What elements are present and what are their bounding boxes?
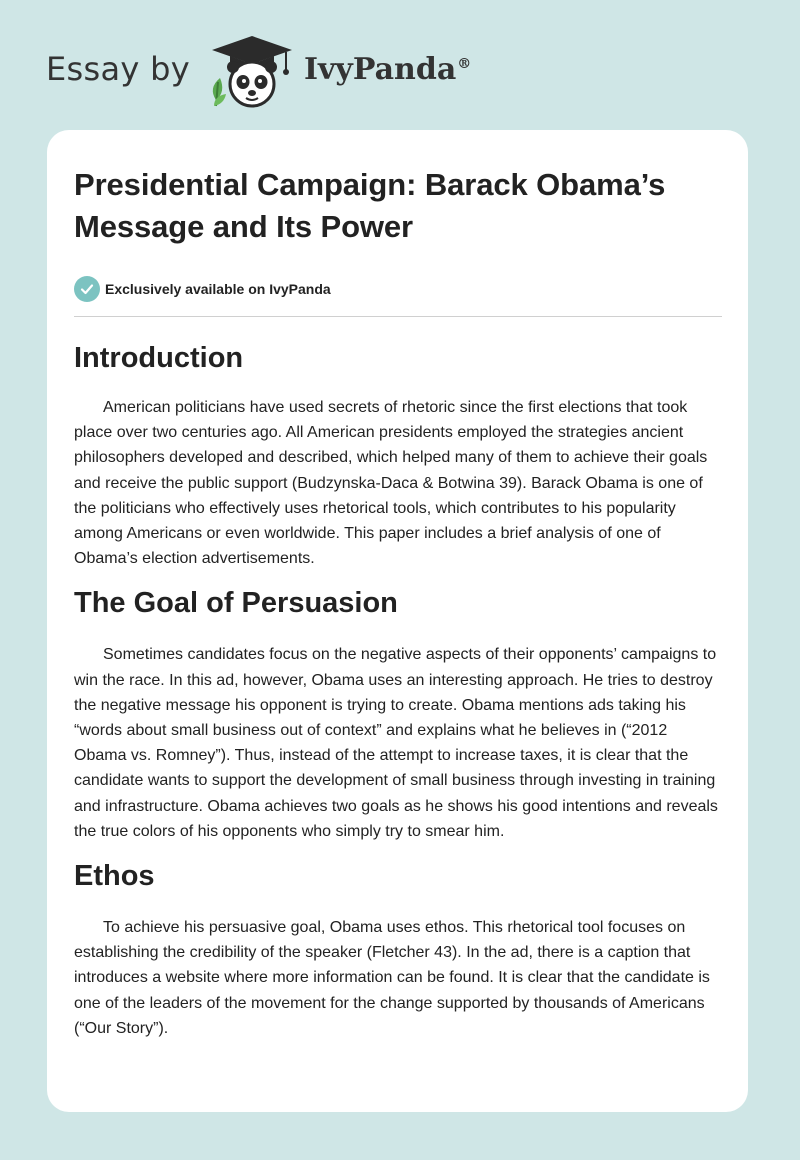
registered-mark: ® [457, 55, 472, 72]
exclusive-badge-label: Exclusively available on IvyPanda [105, 281, 331, 297]
section-introduction [74, 340, 722, 571]
section-paragraph: To achieve his persuasive goal, Obama uses ethos. This rhetorical tool focuses on establishing the credibility of the speaker (Fletcher 43). In the ad, there is a caption that introduces a website where more information can be found. It is clear that the candidate is one of the leaders of the movement for the change supported by thousands of Americans (“Our Story”). [74, 919, 710, 1037]
section-heading: Introduction [74, 342, 244, 374]
title-line-1: Presidential Campaign: Barack Obama’s [74, 167, 666, 202]
site-header-logo[interactable] [46, 34, 471, 110]
panda-graduate-logo-icon [206, 34, 298, 110]
exclusive-badge [74, 275, 722, 303]
essay-by-label: Essay by [46, 50, 190, 88]
section-ethos [74, 858, 722, 1041]
section-goal-of-persuasion [74, 585, 722, 844]
title-line-2: Message and Its Power [74, 209, 414, 244]
section-heading: Ethos [74, 860, 155, 893]
section-heading: The Goal of Persuasion [74, 587, 398, 620]
checkmark-icon [74, 276, 100, 302]
page-title [74, 164, 722, 248]
essay-card [47, 130, 748, 1112]
section-paragraph: American politicians have used secrets of rhetoric since the first elections that took place over two centuries ago. All American presidents employed the strategies ancient philosophers developed and described, which helped many of them to achieve their goals and receive the public support (Budzynska-Daca & Botwina 39). Barack Obama is one of the politicians who effectively uses rhetorical tools, which contributes to his popularity among Americans or even worldwide. This paper includes a brief analysis of one of Obama’s election advertisements. [74, 399, 708, 568]
title-divider [74, 316, 722, 317]
brand-name: IvyPanda® [303, 51, 472, 87]
section-paragraph: Sometimes candidates focus on the negative aspects of their opponents’ campaigns to win the race. In this ad, however, Obama uses an interesting approach. He tries to destroy the negative message his opponent is trying to create. Obama mentions ads taking his “words about small business out of context” and explains what he believes in (“2012 Obama vs. Romney”). Thus, instead of the attempt to increase taxes, it is clear that the candidate wants to support the development of small business through investing in training and infrastructure. Obama achieves two goals as he shows his good intentions and reveals the true colors of his opponents who simply try to smear him. [74, 646, 718, 840]
